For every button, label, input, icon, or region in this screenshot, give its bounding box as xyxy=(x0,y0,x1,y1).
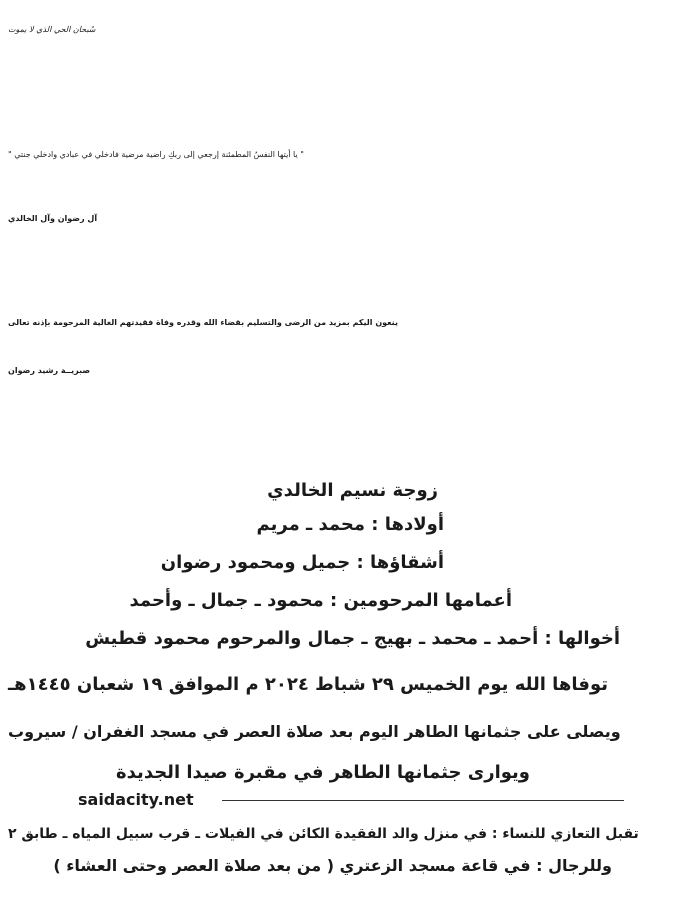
maternal-uncles-line: أخوالها : أحمد ـ محمد ـ بهيج ـ جمال والمرحوم محمود قطيش xyxy=(85,628,620,649)
watermark-text: saidacity.net xyxy=(78,790,194,809)
children-line: أولادها : محمد ـ مريم xyxy=(256,514,444,535)
men-condolences-line: وللرجال : في قاعة مسجد الزعتري ( من بعد صلاة العصر وحتى العشاء ) xyxy=(53,856,612,875)
calligraphy-heading: سُبحان الحي الذي لا يموت xyxy=(8,25,96,34)
deceased-name: صبريــة رشيد رضوان xyxy=(8,366,91,375)
siblings-line: أشقاؤها : جميل ومحمود رضوان xyxy=(160,552,444,573)
announcement-line: ينعون اليكم بمزيد من الرضى والتسليم بقضاء الله وقدره وفاة فقيدتهم الغالية المرحومة بإذنه تعالى xyxy=(8,318,398,327)
burial-line: ويوارى جثمانها الطاهر في مقبرة صيدا الجديدة xyxy=(116,762,530,783)
family-names: آل رضوان وآل الخالدي xyxy=(8,214,98,223)
quran-verse: " يا أيتها النفسُ المطمئنة إرجعي إلى ربكِ راضية مرضية فادخلي في عبادي وادخلي جنتي " xyxy=(8,150,304,159)
uncles-line: أعمامها المرحومين : محمود ـ جمال ـ وأحمد xyxy=(129,590,512,611)
wife-of-line: زوجة نسيم الخالدي xyxy=(267,480,438,501)
death-date-line: توفاها الله يوم الخميس ٢٩ شباط ٢٠٢٤ م الموافق ١٩ شعبان ١٤٤٥هـ xyxy=(8,674,608,695)
prayer-line: ويصلى على جثمانها الطاهر اليوم بعد صلاة العصر في مسجد الغفران / سيروب xyxy=(8,722,621,741)
divider-line xyxy=(222,800,624,801)
women-condolences-line: تقبل التعازي للنساء : في منزل والد الفقيدة الكائن في الفيلات ـ قرب سبيل المياه ـ طابق ٢ xyxy=(8,826,639,842)
